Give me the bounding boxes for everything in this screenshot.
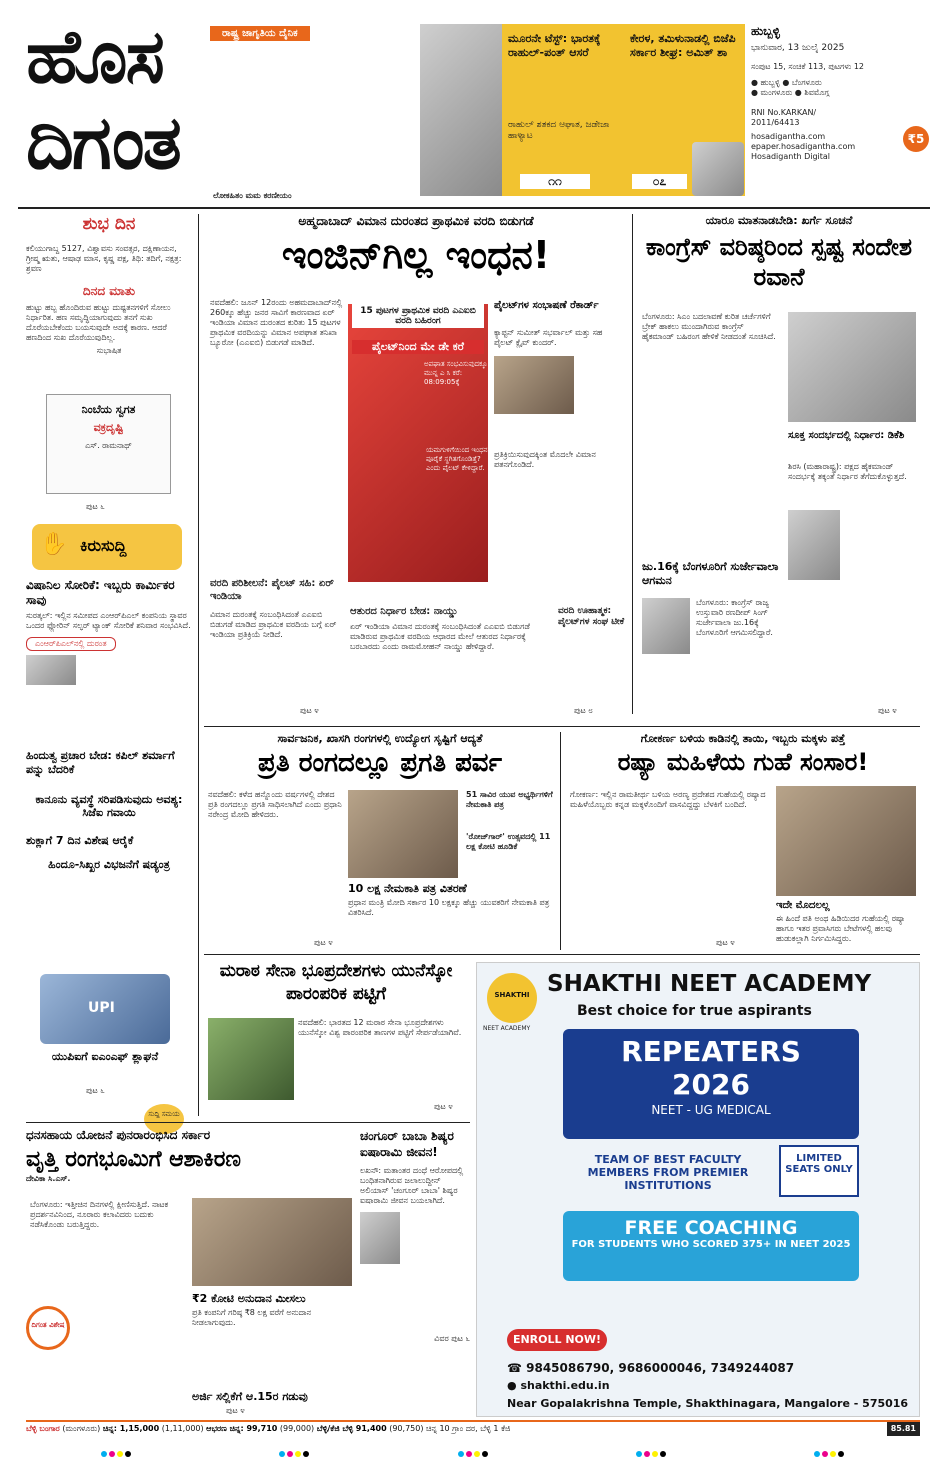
dinada-maatu-author: ಸುಭಾಷಿತ bbox=[96, 346, 122, 355]
promo1-sub: ರಾಹುಲ್ ಶತಕದ ಆಘಾತ, ಜಡೇಜಾ ಹಾಳ್ಯಾಟ bbox=[508, 120, 610, 142]
ad-phone bbox=[507, 1361, 794, 1375]
hand-icon: ✋ bbox=[40, 532, 68, 557]
footer-gold22: ಆಭರಣ ಚಿನ್ನ: 99,710 bbox=[206, 1424, 278, 1433]
varadi-title[interactable]: ವರದಿ ಊಹಾತ್ಮಕ: ಪೈಲಟ್‌ಗಳ ಸಂಘ ಟೀಕೆ bbox=[558, 606, 625, 628]
link-epaper[interactable]: epaper.hosadigantha.com bbox=[751, 142, 856, 152]
mid-rule-1 bbox=[204, 726, 920, 727]
lead-rule bbox=[632, 214, 633, 714]
mid-rule-3 bbox=[204, 954, 920, 955]
footer-silver-old: (90,750) bbox=[389, 1424, 424, 1433]
tagline-bottom: ಲೋಕಹಿತಂ ಮಮ ಕರಣೀಯಂ bbox=[213, 191, 292, 200]
page-ref-cartoon[interactable]: ಪುಟ ೬ bbox=[86, 502, 105, 511]
kharge-photo bbox=[788, 312, 916, 422]
ad-tagline: Best choice for true aspirants bbox=[577, 1003, 812, 1019]
logo-sub: NEET ACADEMY bbox=[483, 1025, 531, 1032]
ad-web bbox=[507, 1379, 610, 1392]
repeaters-label: REPEATERS bbox=[621, 1035, 801, 1068]
dks-title[interactable]: ಸೂಕ್ತ ಸಂದರ್ಭದಲ್ಲಿ ನಿರ್ಧಾರ: ಡಿಕೆಶಿ bbox=[788, 430, 905, 441]
theatre-headline[interactable]: ವೃತ್ತಿ ರಂಗಭೂಮಿಗೆ ಆಶಾಕಿರಣ bbox=[26, 1147, 241, 1172]
surjewala-body: ಬೆಂಗಳೂರು: ಕಾಂಗ್ರೆಸ್ ರಾಜ್ಯ ಉಸ್ತುವಾರಿ ರಣದೀಪ್ ಸಿಂಗ್ ಸುರ್ಜೇವಾಲಾ ಜು.16ಕ್ಕೆ ಬೆಂಗಳೂರಿಗೆ ಆಗಮಿಸಲಿದ್ದಾರೆ. bbox=[696, 598, 773, 637]
digantha-vishesha-badge bbox=[26, 1306, 70, 1350]
stat-2: 'ರೋಜ್‌ಗಾರ್' ಉತ್ಸವದಲ್ಲಿ 11 ಲಕ್ಷ ಕೋಟಿ ಹೂಡಿಕೆ bbox=[466, 832, 551, 851]
edition-4: ಶಿವಮೊಗ್ಗ bbox=[804, 88, 830, 98]
brief-3-title[interactable]: ಕಾನೂನು ವ್ಯವಸ್ಥೆ ಸರಿಪಡಿಸುವುದು ಅವಶ್ಯ: ಸಿಜೆಐ ಗವಾಯಿ bbox=[35, 792, 183, 820]
brief-4-title[interactable]: ಶುಕ್ಲಾಗೆ 7 ದಿನ ವಿಶೇಷ ಆರೈಕೆ bbox=[26, 834, 134, 847]
modi-photo bbox=[348, 790, 458, 878]
cartoon-box bbox=[46, 394, 171, 494]
footer-bar bbox=[26, 1420, 920, 1436]
cartoon-text: ನಿಂಬೆಯ ಸ್ವಗತ bbox=[81, 403, 136, 416]
dinada-maatu-text: ಹುಟ್ಟು ಹಬ್ಬ ಹೊಂದಿರುವ ಹುಟ್ಟು ದುಷ್ಟತನಗಳಿಗೆ ಸೋಲು ನಿರ್ಧಾರಿತ. ಹಣ ಸಮೃದ್ಧಿಯಾಗುವುದು ತನಗೆ ಸುಖ ದೊರೆಯಬೇಕೆಂದು ಬಯಸುವುದೇ ಅದಕ್ಕೆ ಕಾರಣ. ಆದರೆ ಹಣದಿಂದ ಸುಖ ದೊರೆಯುವುದಿಲ್ಲ. bbox=[26, 303, 171, 342]
volume-label: ಸಂಪುಟ 15, ಸಂಚಿಕೆ 113, ಪುಟಗಳು 12 bbox=[751, 62, 864, 72]
repeaters-block bbox=[563, 1029, 859, 1139]
limited-seats: LIMITED SEATS ONLY bbox=[779, 1145, 859, 1197]
progress-kicker: ಸಾರ್ವಜನಿಕ, ಖಾಸಗಿ ರಂಗಗಳಲ್ಲಿ ಉದ್ಯೋಗ ಸೃಷ್ಟಿಗೆ ಆದ್ಯತೆ bbox=[277, 732, 483, 745]
kirusuddi-header bbox=[32, 524, 182, 570]
panchanga-text: ಕಲಿಯುಗಾಬ್ದ 5127, ವಿಶ್ವಾವಸು ಸಂವತ್ಸರ, ದಕ್ಷಿಣಾಯನ, ಗ್ರೀಷ್ಮ ಋತು, ಆಷಾಢ ಮಾಸ, ಕೃಷ್ಣ ಪಕ್ಷ, ತಿಥಿ: ತದಿಗೆ, ನಕ್ಷತ್ರ: ಶ್ರವಣ bbox=[26, 244, 182, 273]
badge-text: ದಿಗಂತ ವಿಶೇಷ bbox=[31, 1321, 65, 1329]
progress-headline[interactable]: ಪ್ರತಿ ರಂಗದಲ್ಲೂ ಪ್ರಗತಿ ಪರ್ವ bbox=[258, 748, 502, 778]
dks-body: ಶಿರಸಿ (ಮಹಾರಾಷ್ಟ್ರ): ಪಕ್ಷದ ಹೈಕಮಾಂಡ್ ಸಂದರ್ಭಕ್ಕೆ ತಕ್ಕಂತೆ ನಿರ್ಧಾರ ತೆಗೆದುಕೊಳ್ಳುತ್ತದೆ. bbox=[788, 462, 907, 481]
date-label: ಭಾನುವಾರ, 13 ಜುಲೈ 2025 bbox=[751, 43, 845, 53]
shakthi-logo bbox=[487, 973, 537, 1023]
promo2-headline: ಕೇರಳ, ತಮಿಳುನಾಡಲ್ಲಿ ಬಿಜೆಪಿ ಸರ್ಕಾರ ಶೀಘ್ರ: ಅಮಿತ್ ಶಾ bbox=[630, 32, 736, 60]
rni-number: RNI No.KARKAN/ 2011/64413 bbox=[751, 108, 817, 128]
shakthi-ad[interactable] bbox=[476, 962, 920, 1417]
promo1-page[interactable]: ೧೧ bbox=[520, 174, 590, 189]
promo1-headline: ಮೂರನೇ ಟೆಸ್ಟ್: ಭಾರತಕ್ಕೆ ರಾಹುಲ್-ಪಂತ್ ಆಸರೆ bbox=[508, 32, 601, 60]
cartoon-author: ಎಸ್. ರಾಮನಾಥ್ bbox=[85, 441, 132, 450]
pilot-body: ಕ್ಯಾಪ್ಟನ್ ಸುಮೀತ್ ಸಭರ್ವಾಲ್ ಮತ್ತು ಸಹ ಪೈಲಟ್ ಕ್ಲೈವ್ ಕುಂದರ್. bbox=[494, 328, 603, 347]
lead-page-ref2[interactable]: ಪುಟ ೮ bbox=[574, 706, 593, 715]
inset-title: 15 ಪುಟಗಳ ಪ್ರಾಥಮಿಕ ವರದಿ ಎಎಐಬಿ ವರದಿ ಬಹಿರಂಗ bbox=[352, 304, 484, 328]
surjewala-photo bbox=[642, 598, 690, 654]
cave-photo bbox=[776, 786, 916, 896]
maratha-body: ನವದೆಹಲಿ: ಭಾರತದ 12 ಮರಾಠ ಸೇನಾ ಭೂಪ್ರದೇಶಗಳು ಯುನೆಸ್ಕೋ ವಿಶ್ವ ಪಾರಂಪರಿಕ ತಾಣಗಳ ಪಟ್ಟಿಗೆ ಸೇರ್ಪಡೆಯಾಗಿವೆ. bbox=[298, 1018, 462, 1037]
ad-brand: SHAKTHI NEET ACADEMY bbox=[547, 971, 872, 997]
changur-page-ref[interactable]: ವಿವರ ಪುಟ ೬ bbox=[434, 1334, 470, 1344]
fort-photo bbox=[208, 1018, 294, 1100]
tagline-top: ರಾಷ್ಟ್ರ ಜಾಗೃತಿಯ ದೈನಿಕ bbox=[210, 26, 310, 41]
neet-label: NEET - UG MEDICAL bbox=[651, 1103, 771, 1117]
enroll-button[interactable]: ENROLL NOW! bbox=[507, 1329, 607, 1351]
upi-label: UPI bbox=[88, 1000, 115, 1016]
edition-1: ಹುಬ್ಬಳ್ಳಿ bbox=[760, 78, 780, 88]
lead-headline[interactable]: ಇಂಜಿನ್‌ಗಿಲ್ಲ ಇಂಧನ! bbox=[281, 233, 551, 277]
amit-shah-photo bbox=[692, 142, 744, 196]
theatre-body: ಬೆಂಗಳೂರು: ಇತ್ತೀಚಿನ ದಿನಗಳಲ್ಲಿ ಕ್ಷೀಣಿಸುತ್ತಿದೆ. ನಾಟಕ ಪ್ರದರ್ಶನವಿನಿಂದ, ನೂರಾರು ಕಲಾವಿದರು ಬದುಕು ನಡೆಸಿಕೊಂಡು ಬರುತ್ತಿದ್ದರು. bbox=[30, 1200, 169, 1229]
theatre-page-ref[interactable]: ಪುಟ ೪ bbox=[226, 1406, 245, 1415]
progress-caption: 10 ಲಕ್ಷ ನೇಮಕಾತಿ ಪತ್ರ ವಿತರಣೆ bbox=[348, 882, 467, 895]
masthead-title-line2: ದಿಗಂತ bbox=[26, 100, 180, 186]
brief-5-title[interactable]: ಹಿಂದೂ-ಸಿಖ್ಖರ ವಿಭಜನೆಗೆ ಷಡ್ಯಂತ್ರ bbox=[48, 857, 170, 871]
masthead-rule bbox=[18, 207, 930, 209]
cricket-photo bbox=[420, 24, 502, 196]
mid-rule-2 bbox=[560, 732, 561, 950]
ide-title: ಇದೇ ಮೊದಲಲ್ಲ bbox=[776, 900, 830, 911]
link-digital[interactable]: Hosadiganth Digital bbox=[751, 152, 831, 162]
lead-kicker: ಅಹ್ಮದಾಬಾದ್ ವಿಮಾನ ದುರಂತದ ಪ್ರಾಥಮಿಕ ವರದಿ ಬಿಡುಗಡೆ bbox=[298, 214, 534, 228]
gokarna-story bbox=[566, 732, 920, 950]
changur-headline[interactable]: ಚಂಗೂರ್ ಬಾಬಾ ಶಿಷ್ಯರ ಐಷಾರಾಮಿ ಜೀವನ! bbox=[360, 1129, 454, 1160]
brief-2-title[interactable]: ಹಿಂದುತ್ವ ಪ್ರಚಾರ ಬೇಡ: ಕಪಿಲ್ ಶರ್ಮಾಗೆ ಪನ್ನು ಬೆದರಿಕೆ bbox=[26, 749, 175, 776]
footer-gold: ಚಿನ್ನ: 1,15,000 bbox=[102, 1424, 160, 1433]
fuel-caption: ಯಮಗುಳಿಗೆಯಿಂದ ಇಂಧನ ಪೂರೈಕೆ ಸ್ಥಗಿತಗೊಂಡಿತ್ತೆ? ಎಂದು ಪೈಲಟ್ ಕೇಳಿದ್ದಾರೆ. bbox=[426, 446, 488, 472]
sidebar-rule bbox=[198, 214, 199, 1116]
gokarna-kicker: ಗೋಕರ್ಣ ಬಳಿಯ ಕಾಡಿನಲ್ಲಿ ತಾಯಿ, ಇಬ್ಬರು ಮಕ್ಕಳು ಪತ್ತೆ bbox=[640, 732, 846, 745]
web-url[interactable]: shakthi.edu.in bbox=[520, 1379, 610, 1392]
gokarna-headline[interactable]: ರಷ್ಯಾ ಮಹಿಳೆಯ ಗುಹೆ ಸಂಸಾರ! bbox=[617, 748, 869, 776]
inset-time: ಅಪಘಾತ ಸಂಭವಿಸುವುದಕ್ಕೂ ಮುನ್ನ ಎ ಸಿ ಕರೆ: 08:09:05ಕ್ಕೆ bbox=[424, 360, 488, 386]
congress-body: ಬೆಂಗಳೂರು: ಸಿಎಂ ಬದಲಾವಣೆ ಕುರಿತ ಚರ್ಚೆಗಳಿಗೆ ಬ್ರೇಕ್ ಹಾಕಲು ಮುಂದಾಗಿರುವ ಕಾಂಗ್ರೆಸ್ ಹೈಕಮಾಂಡ್ ಬಹಿರಂಗ ಹೇಳಿಕೆ ನೀಡದಂತೆ ಸೂಚಿಸಿದೆ. bbox=[642, 312, 776, 341]
page-ref-upi[interactable]: ಪುಟ ೬ bbox=[86, 1086, 105, 1095]
city-label: ಹುಬ್ಬಳ್ಳಿ bbox=[751, 24, 780, 38]
price-badge: ₹5 bbox=[903, 126, 929, 152]
footer-gold22-old: (99,000) bbox=[279, 1424, 315, 1433]
lead-body: ನವದೆಹಲಿ: ಜೂನ್ 12ರಂದು ಅಹಮದಾಬಾದ್‌ನಲ್ಲಿ 260ಕ್ಕೂ ಹೆಚ್ಚು ಜನರ ಸಾವಿಗೆ ಕಾರಣವಾದ ಏರ್ ಇಂಡಿಯಾ ವಿಮಾನ ದುರಂತದ ಕುರಿತು 15 ಪುಟಗಳ ಪ್ರಾಥಮಿಕ ವರದಿಯನ್ನು ವಿಮಾನ ಅಪಘಾತ ತನಿಖಾ ಬ್ಯೂರೋ (ಎಎಐಬಿ) ಬಿಡುಗಡೆ ಮಾಡಿದೆ. bbox=[210, 298, 343, 347]
registration-dots bbox=[100, 1442, 845, 1460]
grant-body: ಪ್ರತಿ ಕಂಪನಿಗೆ ಗರಿಷ್ಠ ₹8 ಲಕ್ಷ ವರೆಗೆ ಅನುದಾನ ನೀಡಲಾಗುವುದು. bbox=[192, 1308, 312, 1327]
lead-story bbox=[204, 214, 628, 714]
ad-address: Near Gopalakrishna Temple, Shakthinagara, Mangalore - 575016 bbox=[507, 1397, 909, 1410]
mrpl-photo bbox=[26, 655, 76, 685]
theatre-byline: ದೇವಿಕಾ ಸಿ.ಎಸ್. bbox=[26, 1174, 71, 1183]
brief-1-body: ಸುರತ್ಕಲ್: ಇಲ್ಲಿನ ಸಮೀಪದ ಎಂಆರ್‌ಪಿಎಲ್ ಕಂಪನಿಯ ಸ್ಥಾವರ ಒಂದರ ಫ್ಲೋರಿನ್ ಸಲ್ಫರ್ ಟ್ಯಾಂಕ್ ಸೋರಿಕೆ ಶನಿವಾರ ಸಂಭವಿಸಿದೆ. bbox=[26, 611, 191, 630]
footer-gold-old: (1,11,000) bbox=[161, 1424, 204, 1433]
editions-list: ● ಹುಬ್ಬಳ್ಳಿ ● ಬೆಂಗಳೂರು ● ಮಂಗಳೂರು ● ಶಿವಮೊಗ್ಗ bbox=[751, 78, 830, 98]
congress-story bbox=[638, 214, 920, 714]
dks-photo bbox=[788, 510, 840, 580]
mrpl-label: ಎಂಆರ್‌ಪಿಎಲ್‌ನಲ್ಲಿ ದುರಂತ bbox=[26, 637, 116, 651]
progress-caption-body: ಪ್ರಧಾನ ಮಂತ್ರಿ ಮೋದಿ ಸರ್ಕಾರ 10 ಲಕ್ಷಕ್ಕೂ ಹೆಚ್ಚು ಯುವಕರಿಗೆ ನೇಮಕಾತಿ ಪತ್ರ ವಿತರಿಸಿದೆ. bbox=[348, 898, 550, 917]
footer-silver: ಬೆಳ್ಳಿ/ಕೆಜಿ ಬೆಳ್ಳಿ 91,400 bbox=[316, 1424, 387, 1433]
changur-body: ಲಖನೌ: ಮತಾಂತರ ದಂಧೆ ಆರೋಪದಲ್ಲಿ ಬಂಧಿತನಾಗಿರುವ ಜಲಾಲುದ್ದೀನ್ ಅಲಿಯಾಸ್ 'ಚಂಗೂರ್ ಬಾಬಾ' ಶಿಷ್ಯರ ಐಷಾರಾಮಿ ಜೀವನ ಬಯಲಾಗಿದೆ. bbox=[360, 1166, 464, 1206]
stat-1: 51 ಸಾವಿರ ಯುವ ಅಭ್ಯರ್ಥಿಗಳಿಗೆ ನೇಮಕಾತಿ ಪತ್ರ bbox=[466, 790, 553, 809]
kirusuddi-title: ಕಿರುಸುದ್ದಿ bbox=[80, 536, 127, 555]
deadline: ಅರ್ಜಿ ಸಲ್ಲಿಕೆಗೆ ಆ.15ರ ಗಡುವು bbox=[192, 1390, 308, 1403]
cartoon-label: ವಕ್ರದೃಷ್ಟಿ bbox=[93, 421, 124, 434]
progress-body: ನವದೆಹಲಿ: ಕಳೆದ ಹನ್ನೊಂದು ವರ್ಷಗಳಲ್ಲಿ ದೇಶದ ಪ್ರತಿ ರಂಗದಲ್ಲೂ ಪ್ರಗತಿ ಸಾಧಿಸಲಾಗಿದೆ ಎಂದು ಪ್ರಧಾನಿ ನರೇಂದ್ರ ಮೋದಿ ಹೇಳಿದರು. bbox=[208, 790, 342, 819]
brief-1-title[interactable]: ವಿಷಾನಿಲ ಸೋರಿಕೆ: ಇಬ್ಬರು ಕಾರ್ಮಿಕರ ಸಾವು bbox=[26, 578, 175, 607]
phone-numbers: 9845086790, 9686000046, 7349244087 bbox=[526, 1361, 795, 1375]
bottom-rule bbox=[26, 1122, 470, 1123]
footer-city: (ಮಂಗಳೂರು) bbox=[62, 1424, 101, 1433]
logo-text: SHAKTHI bbox=[494, 991, 530, 999]
congress-page-ref[interactable]: ಪುಟ ೪ bbox=[878, 706, 897, 715]
brief-list bbox=[26, 578, 192, 872]
upi-headline[interactable]: ಯುಪಿಐಗೆ ಐಎಂಎಫ್ ಶ್ಲಾಘನೆ bbox=[51, 1050, 159, 1063]
faculty-text: TEAM OF BEST FACULTY MEMBERS FROM PREMIER INSTITUTIONS bbox=[587, 1153, 749, 1192]
changur-photo bbox=[360, 1212, 400, 1264]
theatre-story bbox=[26, 1128, 354, 1418]
globe-icon: ● bbox=[507, 1379, 521, 1392]
upi-image bbox=[40, 974, 170, 1044]
masthead bbox=[18, 14, 930, 204]
masthead-info bbox=[751, 24, 931, 162]
suddi-samaya-badge: ಸುದ್ದಿ ಸಮಯ bbox=[144, 1104, 184, 1134]
maratha-story bbox=[204, 960, 468, 1110]
naidu-body: ಏರ್ ಇಂಡಿಯಾ ವಿಮಾನ ದುರಂತಕ್ಕೆ ಸಂಬಂಧಿಸಿದಂತೆ ಎಎಐಬಿ ಬಿಡುಗಡೆ ಮಾಡಿರುವ ಪ್ರಾಥಮಿಕ ವರದಿಯ ಆಧಾರದ ಮೇಲೆ ಆತುರದ ನಿರ್ಧಾರಕ್ಕೆ ಬರಬಾರದು ಎಂದು ರಾಮಮೋಹನ್ ನಾಯ್ಡು ಹೇಳಿದ್ದಾರೆ. bbox=[350, 622, 530, 651]
surjewala-title[interactable]: ಜು.16ಕ್ಕೆ ಬೆಂಗಳೂರಿಗೆ ಸುರ್ಜೇವಾಲಾ ಆಗಮನ bbox=[642, 560, 779, 587]
maratha-page-ref[interactable]: ಪುಟ ೪ bbox=[434, 1102, 453, 1111]
masthead-title-line1: ಹೊಸ bbox=[26, 14, 163, 100]
promo2-page[interactable]: ೦೭ bbox=[632, 174, 687, 189]
gokarna-page-ref[interactable]: ಪುಟ ೪ bbox=[716, 938, 735, 947]
air-india-body: ವಿಮಾನ ದುರಂತಕ್ಕೆ ಸಂಬಂಧಿಸಿದಂತೆ ಎಎಐಬಿ ಬಿಡುಗಡೆ ಮಾಡಿದ ಪ್ರಾಥಮಿಕ ವರದಿಯ ಬಗ್ಗೆ ಏರ್ ಇಂಡಿಯಾ ಪ್ರತಿಕ್ರಿಯೆ ನೀಡಿದೆ. bbox=[210, 610, 337, 639]
congress-headline[interactable]: ಕಾಂಗ್ರೆಸ್ ವರಿಷ್ಠರಿಂದ ಸ್ಪಷ್ಟ ಸಂದೇಶ ರವಾನೆ bbox=[645, 233, 913, 291]
phone-icon: ☎ bbox=[507, 1361, 527, 1375]
stage-photo bbox=[192, 1198, 352, 1286]
link-web[interactable]: hosadigantha.com bbox=[751, 132, 826, 142]
progress-page-ref[interactable]: ಪುಟ ೪ bbox=[314, 938, 333, 947]
promo-panel bbox=[420, 24, 745, 196]
shubha-dina-title: ಶುಭ ದಿನ bbox=[82, 214, 136, 234]
footer-label: ಬೆಳ್ಳಿ ಬಂಗಾರ bbox=[26, 1424, 60, 1433]
year-label: 2026 bbox=[672, 1068, 750, 1101]
pilot-body2: ಪ್ರತಿಕ್ರಿಯಿಸುವುದಕ್ಕಿಂತ ಮೊದಲೇ ವಿಮಾನ ಪತನಗೊಂಡಿದೆ. bbox=[494, 450, 596, 469]
congress-kicker: ಯಾರೂ ಮಾತನಾಡಬೇಡಿ: ಖರ್ಗೆ ಸೂಚನೆ bbox=[705, 214, 853, 227]
changur-story bbox=[360, 1128, 470, 1418]
lead-page-ref[interactable]: ಪುಟ ೪ bbox=[300, 706, 319, 715]
edition-2: ಬೆಂಗಳೂರು bbox=[791, 78, 822, 88]
maratha-headline[interactable]: ಮರಾಠ ಸೇನಾ ಭೂಪ್ರದೇಶಗಳು ಯುನೆಸ್ಕೋ ಪಾರಂಪರಿಕ ಪಟ್ಟಿಗೆ bbox=[219, 961, 453, 1004]
pilots-photo bbox=[494, 356, 574, 414]
ide-body: ಈ ಹಿಂದೆ ಪತಿ ಅಂಥ ಹಿಡಿಯಿದರ ಗುಹೆಯಲ್ಲಿ ರಷ್ಯಾ ಹಾಗೂ ಇತರ ಪ್ರವಾಸಿಗರು ಬೇಟೆಗಳಲ್ಲಿ ಹಲವು ಹುಡುಕಲ್ಲಾಗಿ ನಿರ್ಗಮಿಸಿದ್ದರು. bbox=[776, 914, 906, 943]
footer-note: ಚಿನ್ನ 10 ಗ್ರಾಂ ದರ, ಬೆಳ್ಳಿ 1 ಕೆಜಿ bbox=[426, 1424, 511, 1433]
pilot-kicker: ಪೈಲಟ್‌ಗಳ ಸಂಭಾಷಣೆ ರೆಕಾರ್ಡ್ bbox=[494, 300, 599, 311]
theatre-kicker: ಧನಸಹಾಯ ಯೋಜನೆ ಪುನರಾರಂಭಿಸಿದ ಸರ್ಕಾರ bbox=[26, 1128, 211, 1142]
air-india-title[interactable]: ವರದಿ ಪರಿಶೀಲನೆ: ಪೈಲಟ್ ಸಹಿ: ಏರ್ ಇಂಡಿಯಾ bbox=[210, 578, 334, 602]
inset-red-label: ಪೈಲಟ್‌ನಿಂದ ಮೇ ಡೇ ಕರೆ bbox=[352, 340, 484, 354]
grant-title: ₹2 ಕೋಟಿ ಅನುದಾನ ಮೀಸಲು bbox=[192, 1292, 306, 1305]
footer-rupee: 85.81 bbox=[887, 1422, 920, 1436]
free-sub: FOR STUDENTS WHO SCORED 375+ IN NEET 2025 bbox=[571, 1239, 851, 1250]
naidu-title[interactable]: ಆತುರದ ನಿರ್ಧಾರ ಬೇಡ: ನಾಯ್ಡು bbox=[350, 606, 458, 617]
dinada-maatu-title: ದಿನದ ಮಾತು bbox=[82, 284, 136, 298]
free-coaching bbox=[563, 1211, 859, 1281]
edition-3: ಮಂಗಳೂರು bbox=[760, 88, 793, 98]
progress-story bbox=[204, 732, 556, 950]
gokarna-body: ಗೋಕರ್ಣ: ಇಲ್ಲಿನ ರಾಮತೀರ್ಥ ಬಳಿಯ ಅರಣ್ಯ ಪ್ರದೇಶದ ಗುಹೆಯಲ್ಲಿ ರಷ್ಯಾದ ಮಹಿಳೆಯೊಬ್ಬರು ಕನ್ನಡ ಮಕ್ಕಳೊಂದಿಗೆ ವಾಸವಿದ್ದದ್ದು ಬೆಳಕಿಗೆ ಬಂದಿದೆ. bbox=[570, 790, 766, 809]
free-title: FREE COACHING bbox=[624, 1217, 798, 1239]
